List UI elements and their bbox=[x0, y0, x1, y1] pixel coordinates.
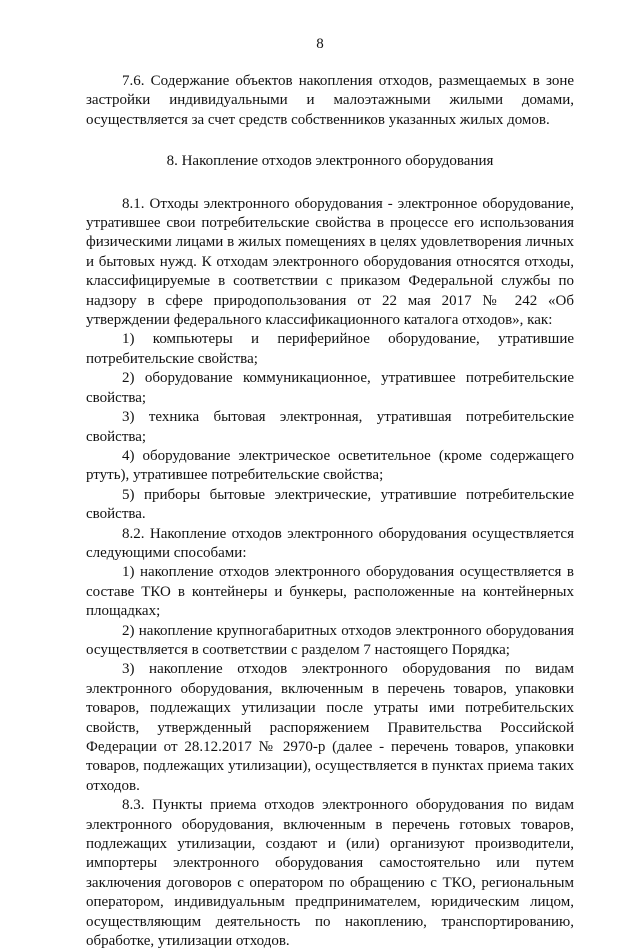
document-body bbox=[86, 72, 574, 951]
paragraph-7-6: 7.6. Содержание объектов накопления отходов, размещаемых в зоне застройки индивидуальными и малоэтажными жилыми домами, осуществляется за счет средств собственников указанных жилых домов. bbox=[86, 73, 574, 128]
list-item-8-2-3: 3) накопление отходов электронного оборудования по видам электронного оборудования, включенным в перечень товаров, упаковки товаров, подлежащих утилизации после утраты ими потребительских свойств, утвержденный распоряжением Правительства Российской Федерации от 28.12.2017 № 2970-р (далее - перечень товаров, упаковки товаров, подлежащих утилизации), осуществляется в пунктах приема таких отходов. bbox=[86, 661, 574, 794]
list-item-8-1-3: 3) техника бытовая электронная, утратившая потребительские свойства; bbox=[86, 409, 574, 445]
list-item-8-1-5: 5) приборы бытовые электрические, утратившие потребительские свойства. bbox=[86, 486, 574, 523]
list-item-8-1-1: 1) компьютеры и периферийное оборудование, утратившие потребительские свойства; bbox=[86, 331, 574, 367]
list-item-8-1-2: 2) оборудование коммуникационное, утратившее потребительские свойства; bbox=[86, 370, 574, 406]
section-heading-8: 8. Накопление отходов электронного оборудования bbox=[166, 153, 494, 170]
paragraph-8-3: 8.3. Пункты приема отходов электронного оборудования по видам электронного оборудования, включенным в перечень готовых товаров, подлежащих утилизации, создают и (или) организуют производители, импортеры электронного оборудования самостоятельно или путем заключения договоров с оператором по обращению с ТКО, региональным оператором, индивидуальным предпринимателем, юридическим лицом, осуществляющим деятельность по накоплению, транспортированию, обработке, утилизации отходов. bbox=[86, 797, 574, 950]
page-number: 8 bbox=[316, 36, 324, 52]
list-item-8-1-4: 4) оборудование электрическое осветительное (кроме содержащего ртуть), утратившее потребительские свойства; bbox=[86, 447, 574, 484]
list-item-8-2-1: 1) накопление отходов электронного оборудования осуществляется в составе ТКО в контейнеры и бункеры, расположенные на контейнерных площадках; bbox=[86, 564, 574, 620]
paragraph-8-1: 8.1. Отходы электронного оборудования - электронное оборудование, утратившее свои потребительские свойства в процессе его использования физическими лицами в жилых помещениях в целях удовлетворения личных и бытовых нужд. К отходам электронного оборудования относятся отходы, классифицируемые в соответствии с приказом Федеральной службы по надзору в сфере природопользования от 22 мая 2017 № 242 «Об утверждении федерального классификационного каталога отходов», как: bbox=[86, 195, 574, 329]
paragraph-8-2: 8.2. Накопление отходов электронного оборудования осуществляется следующими способами: bbox=[86, 525, 574, 561]
list-item-8-2-2: 2) накопление крупногабаритных отходов электронного оборудования осуществляется в соответствии с разделом 7 настоящего Порядка; bbox=[86, 622, 574, 658]
